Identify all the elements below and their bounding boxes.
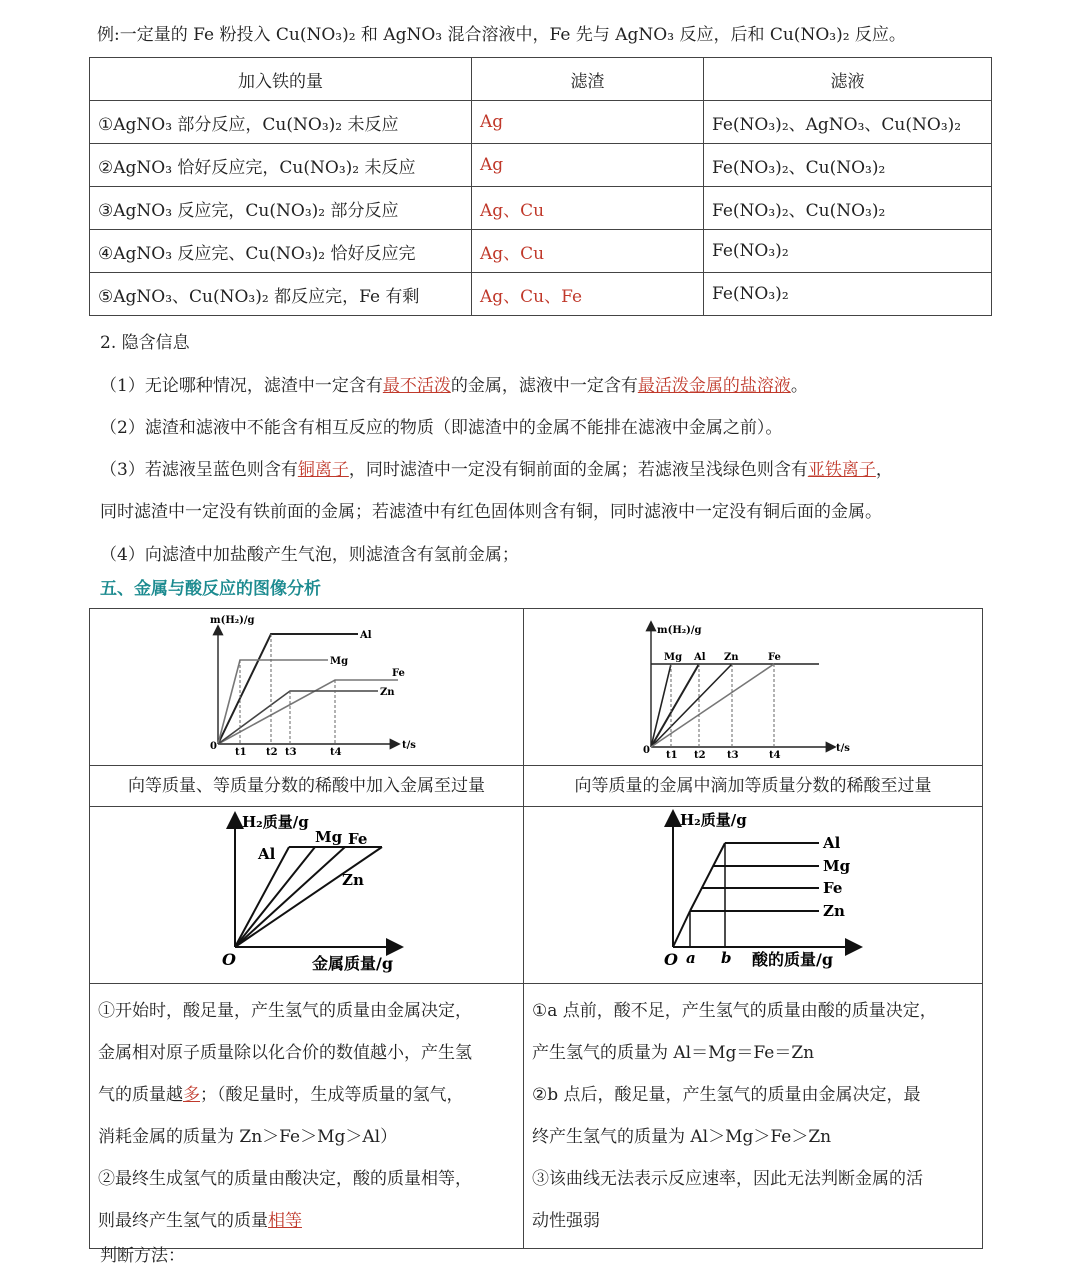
residue-cell: Ag — [472, 101, 704, 144]
header-filtrate: 滤液 — [704, 58, 992, 101]
tick-label: t4 — [769, 750, 781, 760]
text-line: 消耗金属的质量为 Zn＞Fe＞Mg＞Al） — [98, 1127, 398, 1147]
filtrate-cell: Fe(NO₃)₂、AgNO₃、Cu(NO₃)₂ — [704, 101, 992, 144]
header-residue: 滤渣 — [472, 58, 704, 101]
p1-underline-1: 最不活泼 — [382, 376, 451, 396]
text-line: 金属相对原子质量除以化合价的数值越小，产生氢 — [98, 1043, 472, 1063]
table-row — [90, 273, 992, 316]
series-label: Fe — [823, 879, 843, 897]
filtrate-cell: Fe(NO₃)₂ — [704, 273, 992, 316]
tick-label: b — [721, 949, 732, 967]
residue-cell: Ag — [472, 144, 704, 187]
origin-label: 0 — [210, 741, 217, 752]
graph-cell-1 — [90, 609, 524, 766]
x-axis-label: 金属质量/g — [312, 954, 394, 973]
hidden-info-p3b: 同时滤渣中一定没有铁前面的金属；若滤渣中有红色固体则含有铜，同时滤液中一定没有铜后面的金属。 — [100, 502, 882, 522]
hidden-info-p3 — [100, 455, 893, 480]
section-title: 五、金属与酸反应的图像分析 — [100, 579, 321, 599]
series-label: Zn — [380, 687, 395, 698]
series-label: Al — [360, 630, 372, 641]
x-axis-label: t/s — [836, 743, 850, 754]
series-label: Zn — [823, 902, 845, 920]
iron-reaction-table — [89, 57, 992, 316]
series-label: Fe — [392, 668, 405, 679]
graph-cell-2 — [524, 609, 983, 766]
filtrate-cell: Fe(NO₃)₂、Cu(NO₃)₂ — [704, 144, 992, 187]
amount-cell: ②AgNO₃ 恰好反应完，Cu(NO₃)₂ 未反应 — [90, 144, 472, 187]
amount-cell: ①AgNO₃ 部分反应，Cu(NO₃)₂ 未反应 — [90, 101, 472, 144]
underline-more: 多 — [183, 1085, 200, 1105]
series-label: Mg — [823, 857, 851, 875]
graph-analysis-table — [89, 608, 983, 1249]
graph-acid-mass — [524, 807, 982, 978]
series-label: Zn — [342, 871, 364, 889]
graph-time-acid-fixed — [90, 609, 523, 760]
text-line: 动性强弱 — [532, 1211, 600, 1231]
amount-cell: ⑤AgNO₃、Cu(NO₃)₂ 都反应完，Fe 有剩 — [90, 273, 472, 316]
text-line: ②最终生成氢气的质量由酸决定，酸的质量相等， — [98, 1169, 472, 1189]
amount-cell: ④AgNO₃ 反应完、Cu(NO₃)₂ 恰好反应完 — [90, 230, 472, 273]
graph-cell-4 — [524, 807, 983, 984]
graph-time-metal-fixed — [524, 609, 982, 760]
text-line: ①a 点前，酸不足，产生氢气的质量由酸的质量决定， — [532, 1001, 937, 1021]
p3-underline-2: 亚铁离子 — [807, 460, 876, 480]
filtrate-cell: Fe(NO₃)₂ — [704, 230, 992, 273]
caption-left: 向等质量、等质量分数的稀酸中加入金属至过量 — [90, 766, 524, 807]
tick-label: t1 — [235, 747, 247, 758]
tick-label: t2 — [694, 750, 706, 760]
x-axis-label: 酸的质量/g — [752, 950, 834, 969]
hidden-info-p4: （4）向滤渣中加盐酸产生气泡，则滤渣含有氢前金属； — [100, 545, 519, 565]
table-row — [90, 230, 992, 273]
hidden-info-p1 — [100, 371, 808, 396]
table-row — [90, 187, 992, 230]
series-label: Mg — [315, 828, 343, 846]
series-label: Al — [694, 652, 706, 663]
table-row — [90, 144, 992, 187]
residue-cell: Ag、Cu — [472, 187, 704, 230]
y-axis-label: H₂质量/g — [680, 811, 747, 829]
header-amount: 加入铁的量 — [90, 58, 472, 101]
tick-label: a — [686, 949, 696, 967]
table-header-row — [90, 58, 992, 101]
text-line: 气的质量越多；（酸足量时，生成等质量的氢气， — [98, 1085, 464, 1105]
underline-equal: 相等 — [268, 1211, 302, 1231]
footer-text: 判断方法： — [100, 1246, 185, 1266]
tick-label: t4 — [330, 747, 342, 758]
text-line: 则最终产生氢气的质量相等 — [98, 1211, 302, 1231]
tick-label: t1 — [666, 750, 678, 760]
hidden-info-title: 2. 隐含信息 — [100, 333, 190, 353]
p1-underline-2: 最活泼金属的盐溶液 — [637, 376, 791, 396]
graph-cell-3 — [90, 807, 524, 984]
series-label: Al — [823, 834, 841, 852]
text-line: 产生氢气的质量为 Al＝Mg＝Fe＝Zn — [532, 1043, 815, 1063]
residue-cell: Ag、Cu、Fe — [472, 273, 704, 316]
series-label: Mg — [330, 656, 349, 667]
hidden-info-p2: （2）滤渣和滤液中不能含有相互反应的物质（即滤渣中的金属不能排在滤液中金属之前）。 — [100, 418, 783, 438]
x-axis-label: t/s — [402, 740, 416, 751]
amount-cell: ③AgNO₃ 反应完，Cu(NO₃)₂ 部分反应 — [90, 187, 472, 230]
p3-underline-1: 铜离子 — [297, 460, 349, 480]
origin-label: O — [222, 950, 236, 969]
p3-text-b: ，同时滤渣中一定没有铜前面的金属；若滤液呈浅绿色则含有 — [348, 460, 808, 480]
series-label: Fe — [348, 830, 368, 848]
intro-text: 例:一定量的 Fe 粉投入 Cu(NO₃)₂ 和 AgNO₃ 混合溶液中，Fe 先与 AgNO₃ 反应，后和 Cu(NO₃)₂ 反应。 — [97, 25, 906, 45]
origin-label: 0 — [643, 745, 650, 756]
tick-label: t3 — [285, 747, 297, 758]
series-label: Al — [258, 845, 276, 863]
series-label: Zn — [724, 652, 739, 663]
filtrate-cell: Fe(NO₃)₂、Cu(NO₃)₂ — [704, 187, 992, 230]
tick-label: t3 — [727, 750, 739, 760]
explanation-left — [90, 984, 524, 1249]
series-label: Mg — [664, 652, 683, 663]
p1-text-b: 的金属，滤液中一定含有 — [450, 376, 638, 396]
text-line: ①开始时，酸足量，产生氢气的质量由金属决定， — [98, 1001, 472, 1021]
y-axis-label: H₂质量/g — [242, 813, 309, 831]
text-line: 终产生氢气的质量为 Al＞Mg＞Fe＞Zn — [532, 1127, 832, 1147]
caption-right: 向等质量的金属中滴加等质量分数的稀酸至过量 — [524, 766, 983, 807]
p3-text-c: ， — [875, 460, 893, 480]
p1-text-c: 。 — [790, 376, 808, 396]
p1-text-a: （1）无论哪种情况，滤渣中一定含有 — [100, 376, 383, 396]
y-axis-label: m(H₂)/g — [657, 625, 702, 636]
y-axis-label: m(H₂)/g — [210, 615, 255, 626]
graph-metal-mass — [90, 807, 523, 978]
text-line: ③该曲线无法表示反应速率，因此无法判断金属的活 — [532, 1169, 923, 1189]
origin-label: O — [664, 950, 678, 969]
explanation-right — [524, 984, 983, 1249]
table-row — [90, 101, 992, 144]
p3-text-a: （3）若滤液呈蓝色则含有 — [100, 460, 298, 480]
text-line: ②b 点后，酸足量，产生氢气的质量由金属决定，最 — [532, 1085, 921, 1105]
residue-cell: Ag、Cu — [472, 230, 704, 273]
tick-label: t2 — [266, 747, 278, 758]
series-label: Fe — [768, 652, 781, 663]
